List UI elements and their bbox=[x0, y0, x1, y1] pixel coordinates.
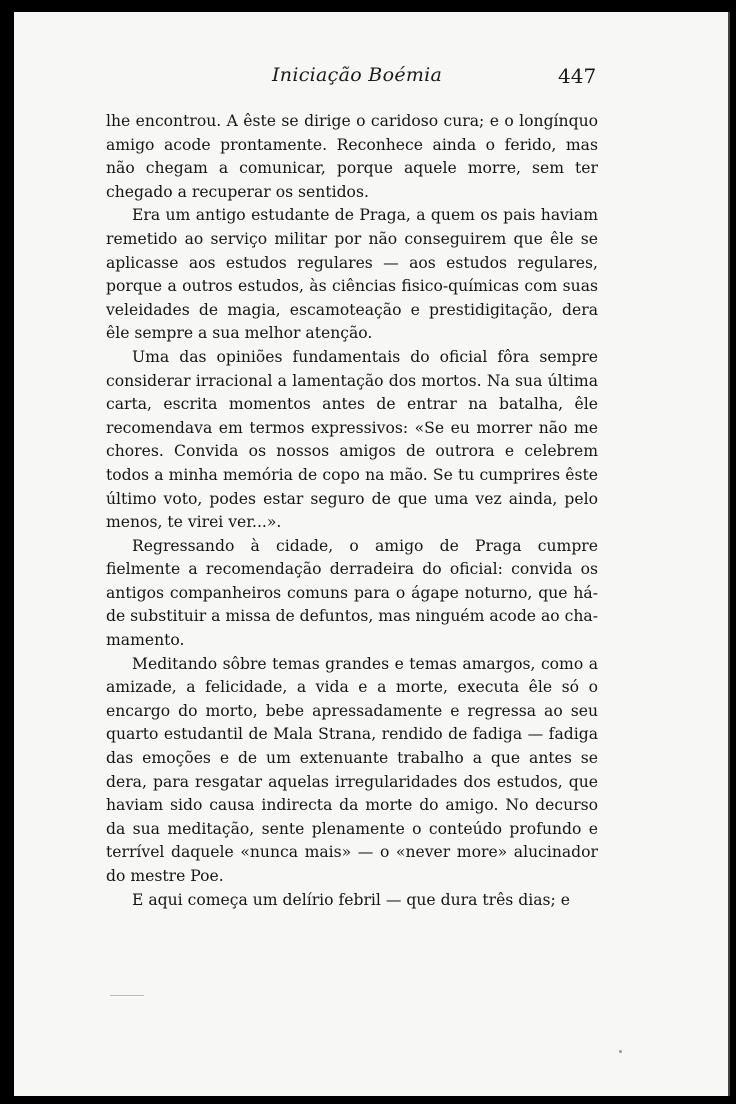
paragraph-4: Regressando à cidade, o amigo de Praga cumpre fielmente a recomendação derradeira do oficial: convida os antigos companheiros comuns para o ágape noturno, que há-de substituir a missa de defuntos, mas ninguém acode ao chamamento. bbox=[106, 536, 598, 650]
paragraph-6: E aqui começa um delírio febril — que dura três dias; e bbox=[132, 890, 570, 909]
page-number: 447 bbox=[558, 64, 597, 88]
body-text bbox=[106, 110, 598, 912]
paragraph-3: Uma das opiniões fundamentais do oficial fôra sempre considerar irracional a lamentação dos mortos. Na sua última carta, escrita momentos antes de entrar na batalha, êle recomendava em termos expressivos: «Se eu morrer não me chores. Convida os nossos amigos de outrora e celebrem todos a minha memória de copo na mão. Se tu cumprires êste último voto, podes estar seguro de que uma vez ainda, pelo menos, te virei ver...». bbox=[106, 347, 598, 532]
scan-artifact-dot bbox=[619, 1050, 622, 1053]
page-header bbox=[14, 64, 728, 94]
paragraph-1: lhe encontrou. A êste se dirige o caridoso cura; e o longínquo amigo acode prontamente. Reconhece ainda o ferido, mas não chegam a comunicar, porque aquele morre, sem ter chegado a recuperar os sentidos. bbox=[106, 112, 598, 201]
running-title: Iniciação Boémia bbox=[272, 64, 443, 86]
scan-artifact-dash bbox=[110, 995, 144, 996]
book-page bbox=[14, 12, 730, 1096]
paragraph-2: Era um antigo estudante de Praga, a quem os pais haviam remetido ao serviço militar por não conseguirem que êle se aplicasse aos estudos regulares — aos estudos regulares, porque a outros estudos, às ciências fisico-químicas com suas veleidades de magia, escamoteação e prestidigitação, dera êle sempre a sua melhor atenção. bbox=[106, 206, 598, 343]
paragraph-5: Meditando sôbre temas grandes e temas amargos, como a amizade, a felicidade, a vida e a morte, executa êle só o encargo do morto, bebe apressadamente e regressa ao seu quarto estudantil de Mala Strana, rendido de fadiga — fadiga das emoções e de um extenuante trabalho a que antes se dera, para resgatar aquelas irregularidades dos estudos, que haviam sido causa indirecta da morte do amigo. No decurso da sua meditação, sente plenamente o conteúdo profundo e terrível daquele «nunca mais» — o «never more» alucinador do mestre Poe. bbox=[106, 654, 598, 885]
